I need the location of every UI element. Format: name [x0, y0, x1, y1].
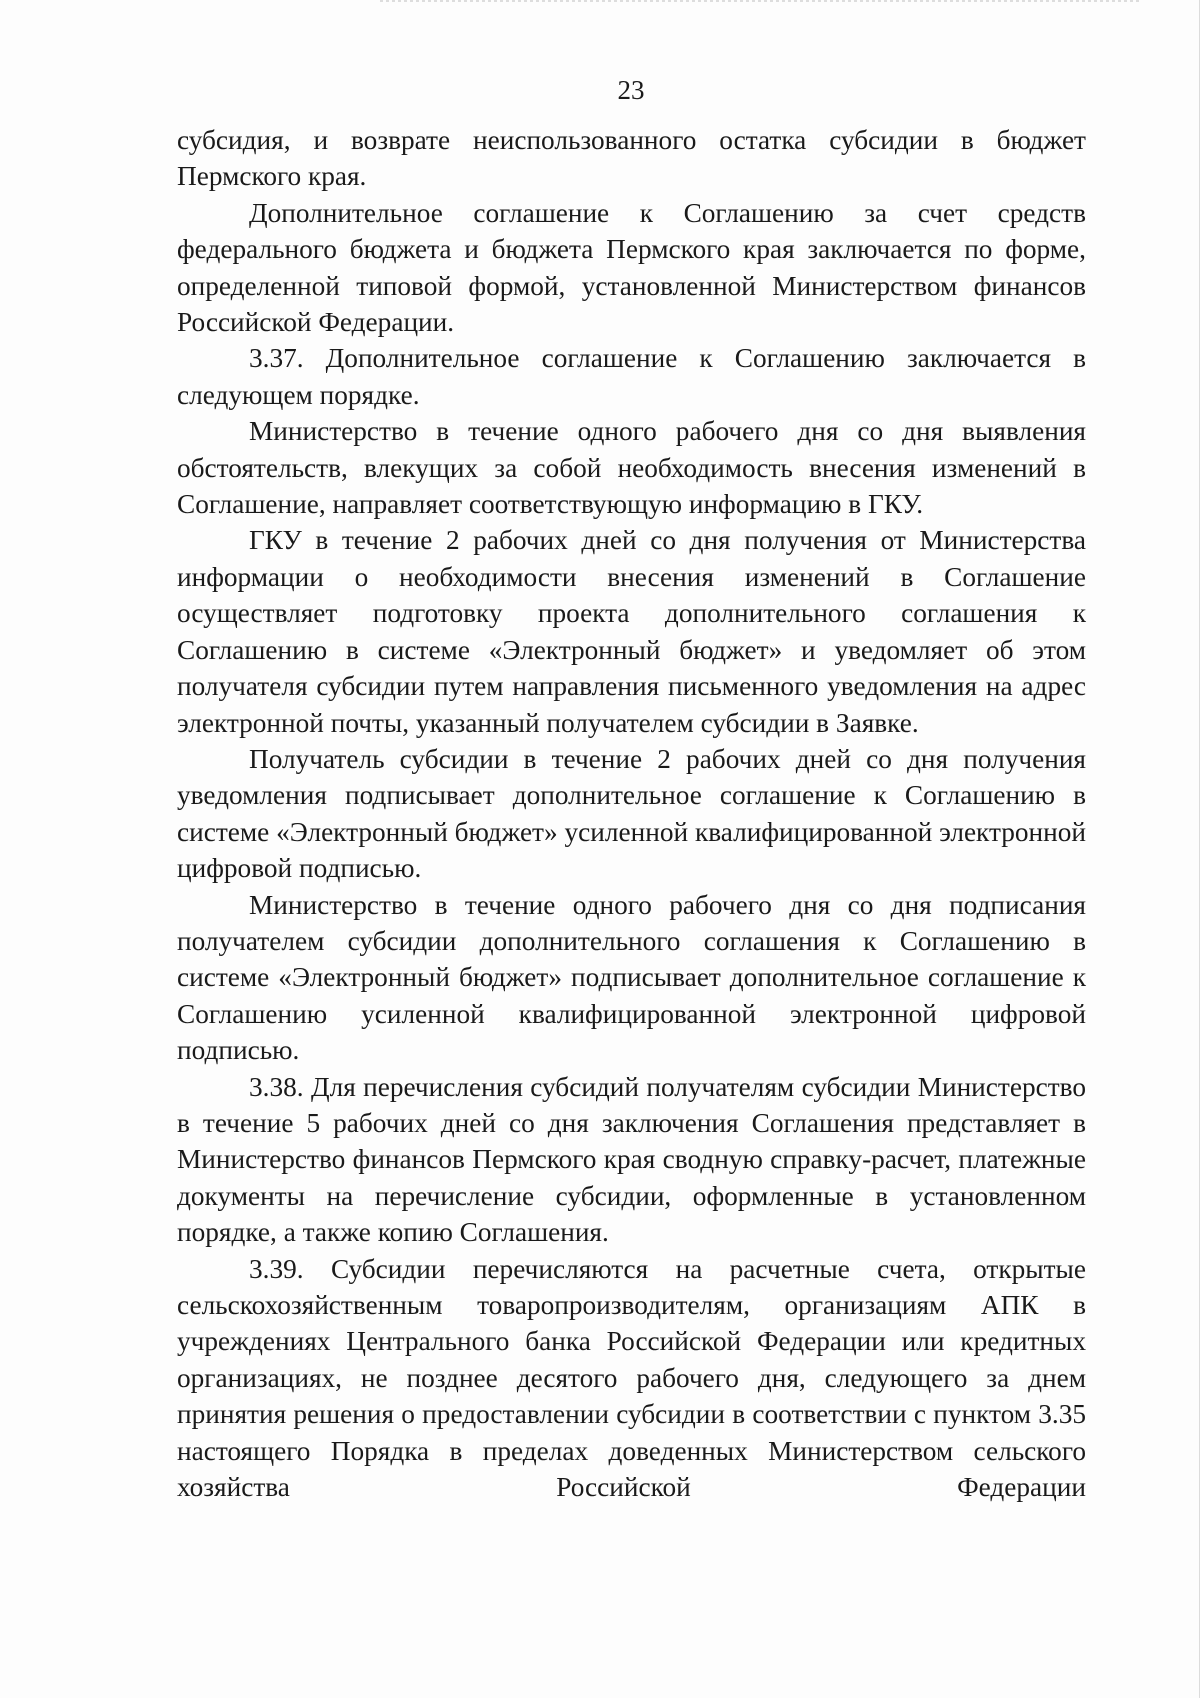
page-number: 23 — [617, 75, 645, 105]
paragraph: ГКУ в течение 2 рабочих дней со дня получения от Министерства информации о необходимости внесения изменений в Соглашение осуществляет подготовку проекта дополнительного соглашения к Соглашению в системе «Электронный бюджет» и уведомляет об этом получателя субсидии путем направления письменного уведомления на адрес электронной почты, указанный получателем субсидии в Заявке. — [177, 525, 1086, 738]
paragraph: Получатель субсидии в течение 2 рабочих дней со дня получения уведомления подписывает дополнительное соглашение к Соглашению в системе «Электронный бюджет» усиленной квалифицированной электронной цифровой подписью. — [177, 743, 1086, 884]
paragraph: Дополнительное соглашение к Соглашению за счет средств федерального бюджета и бюджета Пермского края заключается по форме, определенной типовой формой, установленной Министерством финансов Российской Федерации. — [177, 197, 1086, 338]
paragraph: 3.37. Дополнительное соглашение к Соглашению заключается в следующем порядке. — [177, 343, 1086, 410]
paragraph: 3.38. Для перечисления субсидий получателям субсидии Министерство в течение 5 рабочих дней со дня заключения Соглашения представляет в Министерство финансов Пермского края сводную справку-расчет, платежные документы на перечисление субсидии, оформленные в установленном порядке, а также копию Соглашения. — [177, 1071, 1086, 1248]
scan-top-edge — [380, 0, 1140, 2]
paragraph: Министерство в течение одного рабочего дня со дня подписания получателем субсидии дополнительного соглашения к Соглашению в системе «Электронный бюджет» подписывает дополнительное соглашение к Соглашению усиленной квалифицированной электронной цифровой подписью. — [177, 889, 1086, 1066]
paragraph: 3.39. Субсидии перечисляются на расчетные счета, открытые сельскохозяйственным товаропроизводителям, организациям АПК в учреждениях Центрального банка Российской Федерации или кредитных организациях, не позднее десятого рабочего дня, следующего за днем принятия решения о предоставлении субсидии в соответствии с пунктом 3.35 настоящего Порядка в пределах доведенных Министерством сельского хозяйства Российской Федерации — [177, 1253, 1086, 1503]
document-body — [177, 122, 1086, 1505]
paragraph: Министерство в течение одного рабочего дня со дня выявления обстоятельств, влекущих за собой необходимость внесения изменений в Соглашение, направляет соответствующую информацию в ГКУ. — [177, 416, 1086, 520]
paragraph: субсидия, и возврате неиспользованного остатка субсидии в бюджет Пермского края. — [177, 125, 1086, 192]
